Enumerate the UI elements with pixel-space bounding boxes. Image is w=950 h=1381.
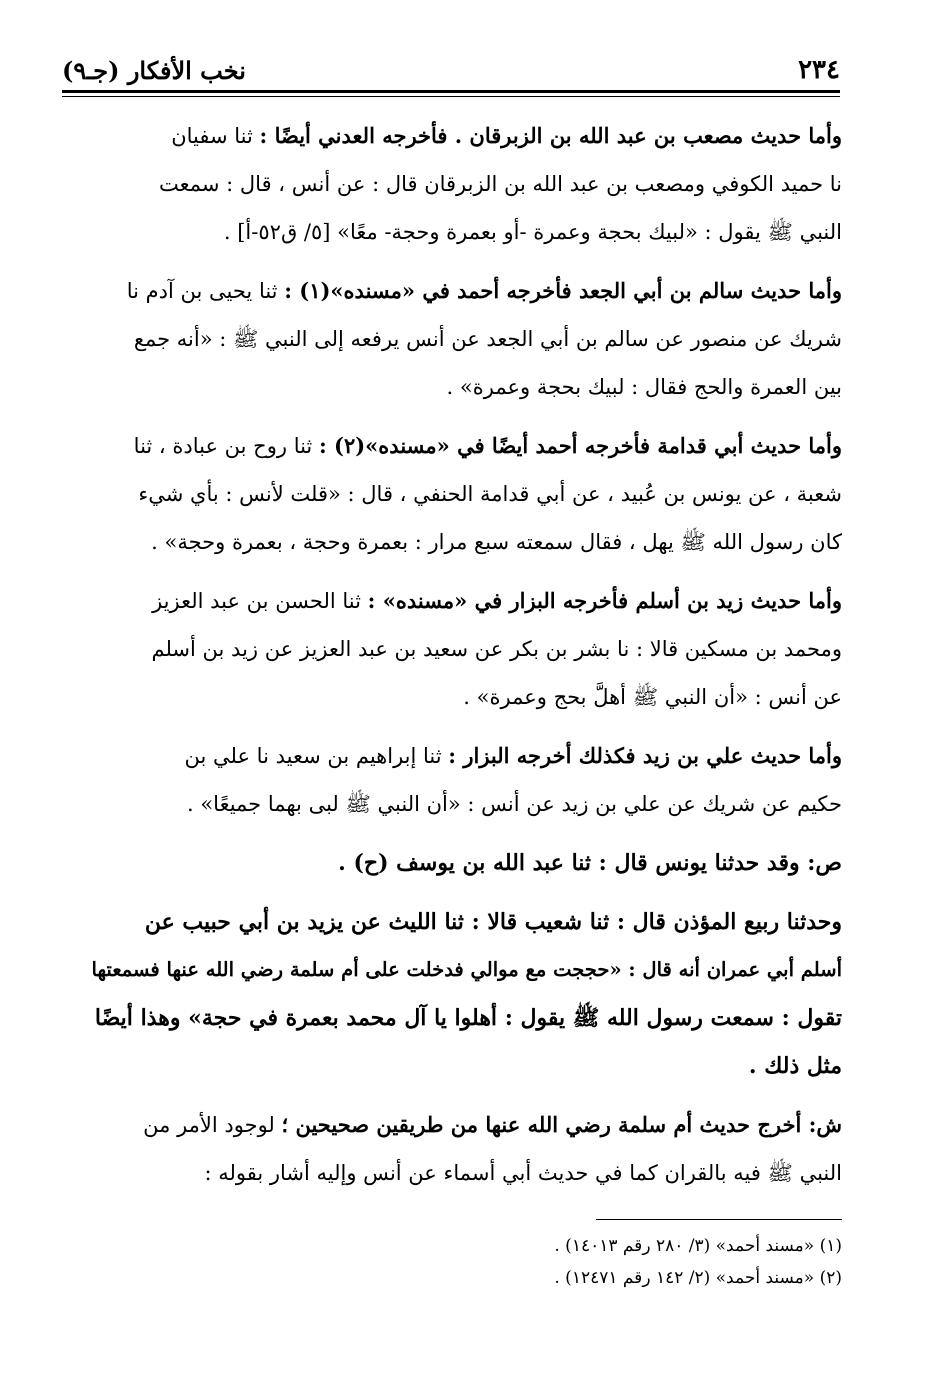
paragraph <box>74 898 842 1090</box>
plain-text: ثنا روح بن عبادة ، ثنا <box>133 434 319 458</box>
text-line <box>74 363 842 411</box>
plain-text: ومحمد بن مسكين قالا : نا بشر بن بكر عن سعيد بن عبد العزيز عن زيد بن أسلم <box>151 637 842 661</box>
text-line <box>74 160 842 208</box>
plain-text: حكيم عن شريك عن علي بن زيد عن أنس : «أن النبي ﷺ لبى بهما جميعًا» . <box>186 792 842 816</box>
bold-lead-text: أسلم أبي عمران أنه قال : «حججت مع موالي فدخلت على أم سلمة رضي الله عنها فسمعتها <box>91 958 842 981</box>
bold-lead-text: ص: وقد حدثنا يونس قال : ثنا عبد الله بن يوسف (ح) . <box>338 850 842 876</box>
text-line <box>74 673 842 721</box>
footnote-separator <box>596 1219 842 1220</box>
body-text <box>74 112 842 1208</box>
plain-text: لوجود الأمر من <box>143 1113 282 1137</box>
footnotes <box>74 1230 842 1294</box>
text-line <box>74 518 842 566</box>
bold-lead-text: ش: أخرج حديث أم سلمة رضي الله عنها من طريقين صحيحين ؛ <box>281 1112 842 1137</box>
plain-text: ثنا يحيى بن آدم نا <box>126 279 285 303</box>
text-line <box>74 1101 842 1149</box>
text-line <box>74 267 842 315</box>
bold-lead-text: وأما حديث علي بن زيد فكذلك أخرجه البزار : <box>448 743 842 768</box>
plain-text: شريك عن منصور عن سالم بن أبي الجعد عن أنس يرفعه إلى النبي ﷺ : «أنه جمع <box>133 327 842 351</box>
paragraph <box>74 267 842 411</box>
plain-text: النبي ﷺ فيه بالقران كما في حديث أبي أسماء عن أنس وإليه أشار بقوله : <box>204 1161 842 1185</box>
text-line <box>74 315 842 363</box>
text-line <box>74 898 842 946</box>
footnote: (١) «مسند أحمد» (٣/ ٢٨٠ رقم ١٤٠١٣) . <box>554 1236 842 1256</box>
footnote: (٢) «مسند أحمد» (٢/ ١٤٢ رقم ١٢٤٧١) . <box>554 1268 842 1288</box>
plain-text: عن أنس : «أن النبي ﷺ أهلَّ بحج وعمرة» . <box>463 685 842 709</box>
text-line <box>74 577 842 625</box>
plain-text: شعبة ، عن يونس بن عُبيد ، عن أبي قدامة الحنفي ، قال : «قلت لأنس : بأي شيء <box>138 482 842 506</box>
text-line <box>74 1149 842 1197</box>
paragraph <box>74 422 842 566</box>
text-line <box>74 208 842 256</box>
paragraph <box>74 577 842 721</box>
text-line <box>74 112 842 160</box>
plain-text: النبي ﷺ يقول : «لبيك بحجة وعمرة -أو بعمرة وحجة- معًا» [٥/ ق٥٢-أ] . <box>223 220 842 244</box>
text-line <box>74 625 842 673</box>
header-rule-thick <box>62 90 840 93</box>
text-line <box>74 839 842 887</box>
text-line <box>74 780 842 828</box>
text-line <box>74 1042 842 1090</box>
plain-text: نا حميد الكوفي ومصعب بن عبد الله بن الزبرقان قال : عن أنس ، قال : سمعت <box>159 172 842 196</box>
text-line <box>74 946 842 994</box>
paragraph <box>74 839 842 887</box>
bold-lead-text: وأما حديث سالم بن أبي الجعد فأخرجه أحمد في «مسنده»(١) : <box>284 278 842 303</box>
running-title: نخب الأفكار (جـ٩) <box>62 55 246 85</box>
page-number: ٢٣٤ <box>798 55 840 85</box>
header-rule-thin <box>62 96 840 97</box>
bold-lead-text: وحدثنا ربيع المؤذن قال : ثنا شعيب قالا : ثنا الليث عن يزيد بن أبي حبيب عن <box>144 909 842 935</box>
text-line <box>74 732 842 780</box>
plain-text: ثنا سفيان <box>171 124 260 148</box>
bold-lead-text: وأما حديث زيد بن أسلم فأخرجه البزار في «مسنده» : <box>367 588 842 613</box>
plain-text: كان رسول الله ﷺ يهل ، فقال سمعته سبع مرار : بعمرة وحجة ، بعمرة وحجة» . <box>151 530 842 554</box>
plain-text: بين العمرة والحج فقال : لبيك بحجة وعمرة» . <box>446 375 842 399</box>
bold-lead-text: مثل ذلك . <box>748 1053 842 1079</box>
plain-text: ثنا الحسن بن عبد العزيز <box>152 589 368 613</box>
paragraph <box>74 732 842 828</box>
bold-lead-text: تقول : سمعت رسول الله ﷺ يقول : أهلوا يا آل محمد بعمرة في حجة» وهذا أيضًا <box>94 1005 842 1031</box>
text-line <box>74 470 842 518</box>
page-header <box>62 48 840 92</box>
paragraph <box>74 1101 842 1197</box>
bold-lead-text: وأما حديث مصعب بن عبد الله بن الزبرقان . فأخرجه العدني أيضًا : <box>259 123 842 148</box>
paragraph <box>74 112 842 256</box>
plain-text: ثنا إبراهيم بن سعيد نا علي بن <box>184 744 449 768</box>
text-line <box>74 422 842 470</box>
text-line <box>74 994 842 1042</box>
bold-lead-text: وأما حديث أبي قدامة فأخرجه أحمد أيضًا في «مسنده»(٢) : <box>318 433 842 458</box>
